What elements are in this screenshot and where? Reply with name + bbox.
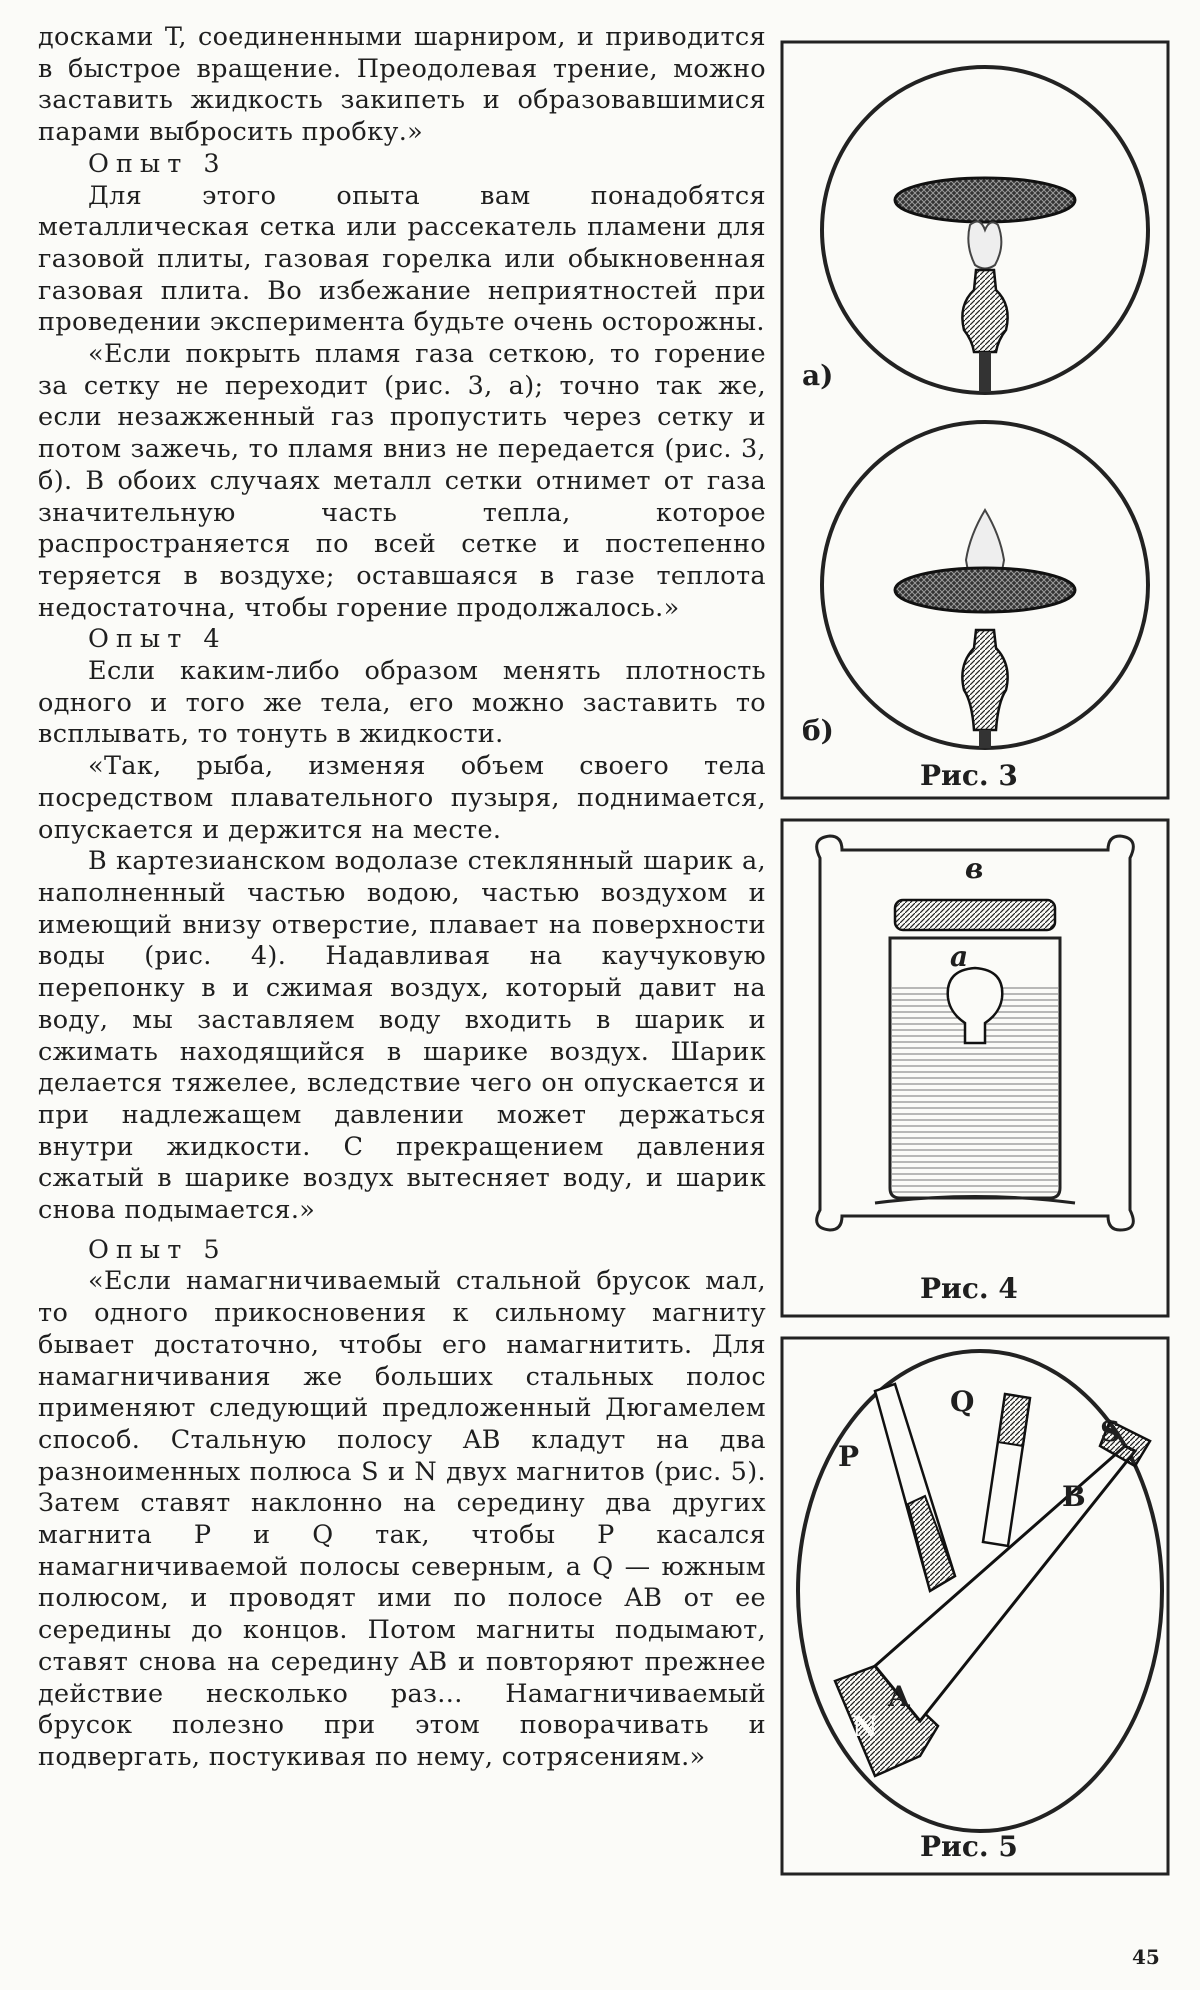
fig3-label-b: б) — [802, 714, 834, 747]
fig5-label-s: S — [1100, 1415, 1121, 1448]
mesh-a — [895, 178, 1075, 222]
experiment-heading: Опыт 5 — [88, 1234, 227, 1265]
fig5-label-a: A — [888, 1680, 910, 1713]
paragraph: досками T, соединенными шарниром, и приводится в быстрое вращение. Преодолевая трение, можно заставить жидкость закипеть и образовавшимися парами выбросить пробку.» — [38, 22, 766, 148]
paragraph: В картезианском водолазе стеклянный шарик а, наполненный частью водою, частью воздухом и имеющий внизу отверстие, плавает на поверхности воды (рис. 4). Надавливая на каучуковую перепонку в и сжимая воздух, который давит на воду, мы заставляем воду входить в шарик и сжимать находящийся в шарике воздух. Шарик делается тяжелее, вследствие чего он опускается и при надлежащем давлении может держаться внутри жидкости. С прекращением давления сжатый в шарике воздух вытесняет воду, и шарик снова подымается.» — [38, 846, 766, 1226]
experiment-heading: Опыт 3 — [88, 148, 227, 179]
article-text — [38, 22, 766, 1774]
mesh-b — [895, 568, 1075, 612]
fig5-label-b: B — [1062, 1480, 1086, 1513]
fig4-caption: Рис. 4 — [920, 1272, 1018, 1305]
figure-5 — [780, 1336, 1170, 1876]
figure-5-illustration — [780, 1336, 1170, 1876]
fig5-caption: Рис. 5 — [920, 1830, 1018, 1863]
experiment-heading: Опыт 4 — [88, 624, 227, 655]
fig5-label-q: Q — [950, 1385, 975, 1418]
fig3-label-a: а) — [802, 359, 834, 392]
figure-4-illustration — [780, 818, 1170, 1318]
paragraph: «Если покрыть пламя газа сеткою, то горение за сетку не переходит (рис. 3, а); точно так же, если незажженный газ пропустить через сетку и потом зажечь, то пламя вниз не передается (рис. 3, б). В обоих случаях металл сетки отнимет от газа значительную часть тепла, которое распространяется по всей сетке и постепенно теряется в воздухе; оставшаяся в газе теплота недостаточна, чтобы горение продолжалось.» — [38, 339, 766, 623]
burner-a — [962, 270, 1007, 352]
fig4-label-v: в — [965, 852, 984, 885]
fig5-label-n: N — [852, 1710, 878, 1743]
figure-3-illustration — [780, 40, 1170, 800]
fig4-label-a: а — [950, 940, 969, 973]
fig3-caption: Рис. 3 — [920, 759, 1018, 792]
page-number: 45 — [1132, 1945, 1160, 1969]
paragraph: «Так, рыба, изменяя объем своего тела посредством плавательного пузыря, поднимается, опускается и держится на месте. — [38, 751, 766, 845]
paragraph: Для этого опыта вам понадобятся металлическая сетка или рассекатель пламени для газовой плиты, газовая горелка или обыкновенная газовая плита. Во избежание неприятностей при проведении эксперимента будьте очень осторожны. — [38, 180, 766, 338]
flame-a — [968, 221, 1001, 268]
fig5-label-p: P — [838, 1440, 860, 1473]
paragraph: «Если намагничиваемый стальной брусок мал, то одного прикосновения к сильному магниту бывает достаточно, чтобы его намагнитить. Для намагничивания же больших стальных полос применяют следующий предложенный Дюгамелем способ. Стальную полосу AB кладут на два разноименных полюса S и N двух магнитов (рис. 5). Затем ставят наклонно на середину два других магнита P и Q так, чтобы P касался намагничиваемой полосы северным, а Q — южным полюсом, и проводят ими по полосе AB от ее середины до концов. Потом магниты подымают, ставят снова на середину AB и повторяют прежнее действие несколько раз... Намагничиваемый брусок полезно при этом поворачивать и подвергать, постукивая по нему, сотрясениям.» — [38, 1266, 766, 1772]
burner-b — [962, 630, 1007, 730]
figure-3 — [780, 40, 1170, 800]
figure-4 — [780, 818, 1170, 1318]
rubber-membrane — [895, 900, 1055, 930]
paragraph: Если каким-либо образом менять плотность одного и того же тела, его можно заставить то всплывать, то тонуть в жидкости. — [38, 656, 766, 750]
